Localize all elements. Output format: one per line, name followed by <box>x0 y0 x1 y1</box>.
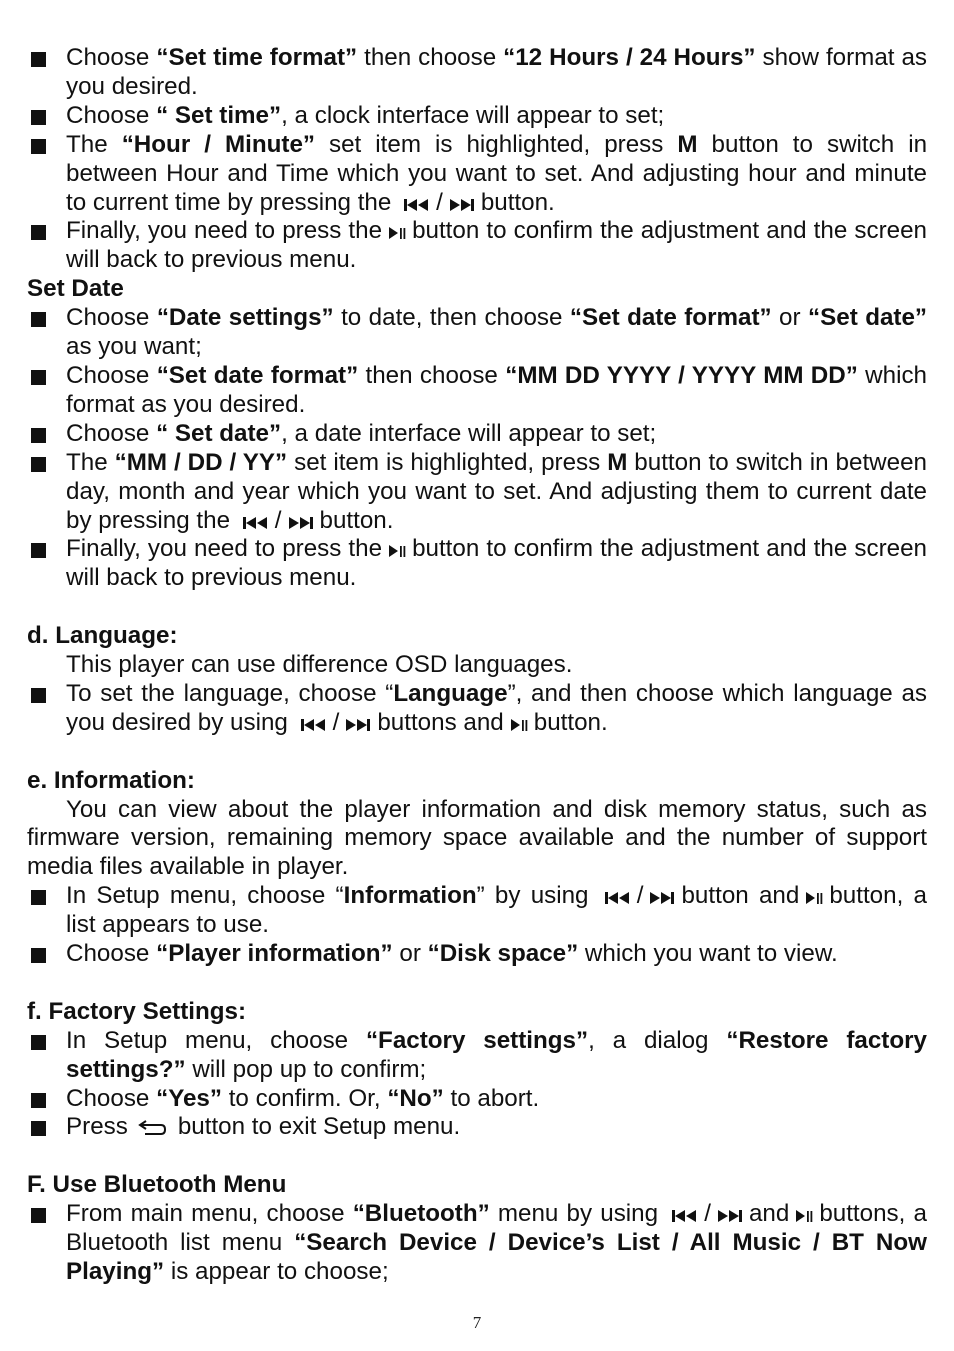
play-pause-icon <box>795 1209 813 1223</box>
bluetooth-heading: F. Use Bluetooth Menu <box>27 1171 287 1199</box>
bullet-bluetooth: From main menu, choose “Bluetooth” menu by using / and buttons, a Bluetooth list menu “Search Device / Device’s List / All Music / BT Now Playing” is appear to choose; <box>27 1200 927 1287</box>
spacer <box>27 969 927 998</box>
skip-previous-icon <box>672 1209 698 1223</box>
bullet-finally-time: Finally, you need to press the button to confirm the adjustment and the screen will back to previous menu. <box>27 217 927 275</box>
spacer <box>27 593 927 622</box>
bullet-set-date: Choose “ Set date”, a date interface will appear to set; <box>27 420 927 449</box>
skip-next-icon <box>717 1209 743 1223</box>
factory-settings-heading: f. Factory Settings: <box>27 997 247 1025</box>
spacer <box>27 738 927 767</box>
page-number: 7 <box>472 1313 482 1332</box>
skip-next-icon <box>649 891 675 905</box>
language-heading: d. Language: <box>27 622 178 650</box>
play-pause-icon <box>805 891 823 905</box>
bullet-finally-date: Finally, you need to press the button to confirm the adjustment and the screen will back to previous menu. <box>27 535 927 593</box>
bullet-mm-dd-yy: The “MM / DD / YY” set item is highlighted, press M button to switch in between day, month and year which you want to set. And adjusting them to current date by pressing the / button. <box>27 449 927 536</box>
bullet-press-return: Press button to exit Setup menu. <box>27 1113 927 1142</box>
bullet-yes-no: Choose “Yes” to confirm. Or, “No” to abort. <box>27 1085 927 1114</box>
set-date-heading: Set Date <box>27 275 124 303</box>
information-heading: e. Information: <box>27 766 195 794</box>
skip-previous-icon <box>404 198 430 212</box>
skip-next-icon <box>449 198 475 212</box>
skip-previous-icon <box>243 516 269 530</box>
bullet-set-time: Choose “ Set time”, a clock interface will appear to set; <box>27 102 927 131</box>
language-intro: This player can use difference OSD languages. <box>66 651 573 679</box>
skip-previous-icon <box>301 718 327 732</box>
skip-next-icon <box>288 516 314 530</box>
bullet-set-date-format: Choose “Set date format” then choose “MM DD YYYY / YYYY MM DD” which format as you desired. <box>27 362 927 420</box>
page-body <box>27 44 927 1287</box>
information-intro: You can view about the player information and disk memory status, such as firmware version, remaining memory space available and the number of support media files available in player. <box>27 795 927 881</box>
bullet-information: In Setup menu, choose “Information” by using / button and button, a list appears to use. <box>27 882 927 940</box>
bullet-factory-settings: In Setup menu, choose “Factory settings”, a dialog “Restore factory settings?” will pop up to confirm; <box>27 1027 927 1085</box>
play-pause-icon <box>510 718 528 732</box>
bullet-set-time-format: Choose “Set time format” then choose “12 Hours / 24 Hours” show format as you desired. <box>27 44 927 102</box>
return-icon <box>138 1120 168 1136</box>
spacer <box>27 1142 927 1171</box>
bullet-hour-minute: The “Hour / Minute” set item is highlighted, press M button to switch in between Hour and Time which you want to set. And adjusting hour and minute to current time by pressing the / button. <box>27 131 927 218</box>
bullet-set-language: To set the language, choose “Language”, and then choose which language as you desired by using / buttons and button. <box>27 680 927 738</box>
play-pause-icon <box>388 544 406 558</box>
bullet-player-information: Choose “Player information” or “Disk space” which you want to view. <box>27 940 927 969</box>
skip-next-icon <box>345 718 371 732</box>
skip-previous-icon <box>605 891 631 905</box>
play-pause-icon <box>388 226 406 240</box>
bullet-date-settings: Choose “Date settings” to date, then choose “Set date format” or “Set date” as you want; <box>27 304 927 362</box>
